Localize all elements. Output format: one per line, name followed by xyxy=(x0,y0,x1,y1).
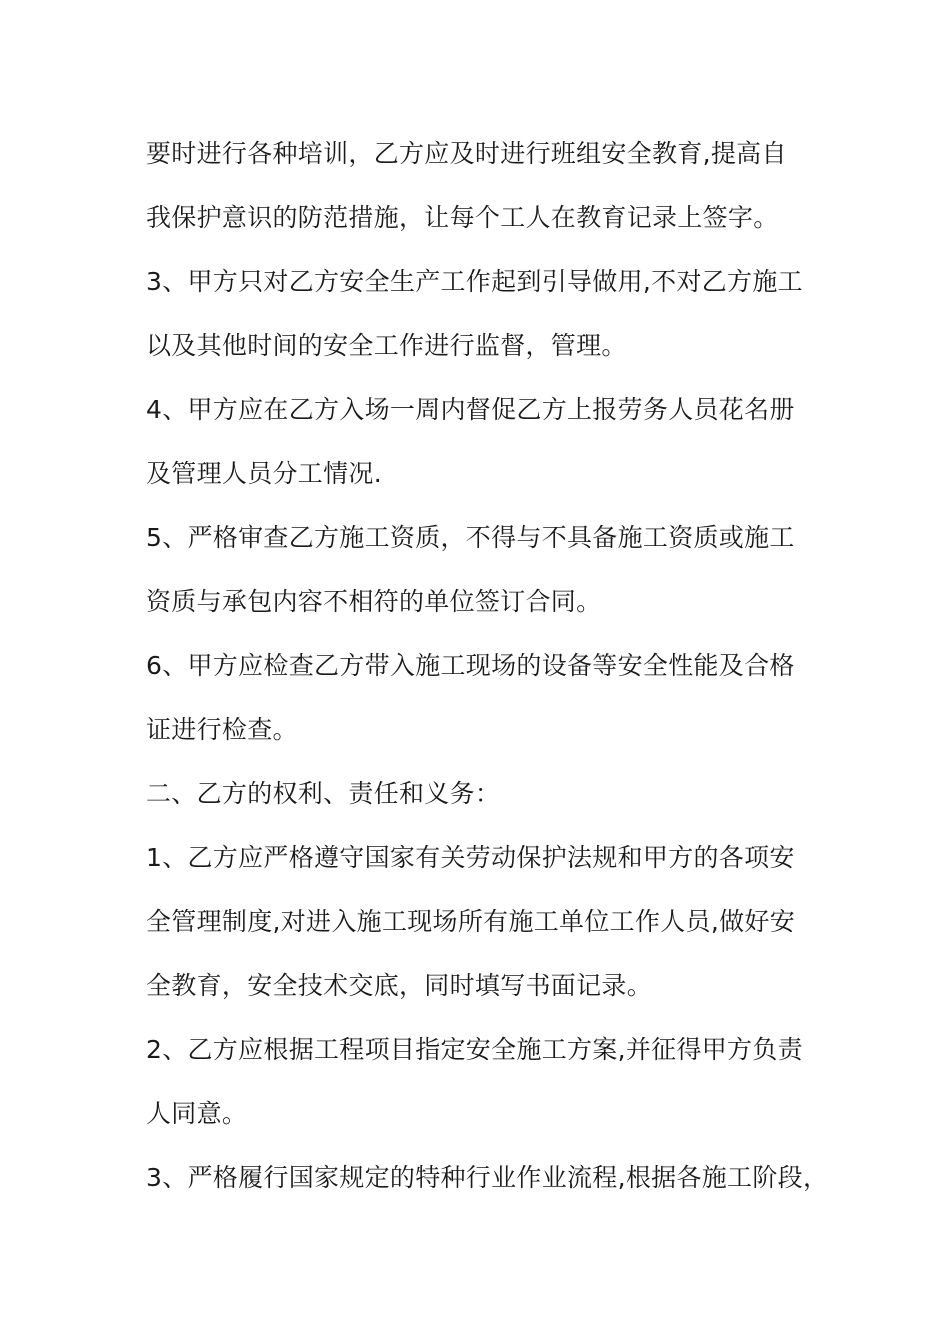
text-line: 资质与承包内容不相符的单位签订合同。 xyxy=(146,587,602,616)
text-line: 人同意。 xyxy=(146,1099,248,1128)
text-line: 3、严格履行国家规定的特种行业作业流程,根据各施工阶段， xyxy=(146,1163,829,1192)
text-line: 5、严格审查乙方施工资质，不得与不具备施工资质或施工 xyxy=(146,523,795,552)
text-line: 全教育，安全技术交底，同时填写书面记录。 xyxy=(146,971,653,1000)
text-line: 4、甲方应在乙方入场一周内督促乙方上报劳务人员花名册 xyxy=(146,395,795,424)
text-line: 1、乙方应严格遵守国家有关劳动保护法规和甲方的各项安 xyxy=(146,843,795,872)
text-line: 要时进行各种培训，乙方应及时进行班组安全教育,提高自 xyxy=(146,139,787,168)
text-line: 3、甲方只对乙方安全生产工作起到引导做用,不对乙方施工 xyxy=(146,267,803,296)
document-body xyxy=(146,122,829,1210)
text-line: 全管理制度,对进入施工现场所有施工单位工作人员,做好安 xyxy=(146,907,795,936)
section-heading: 二、乙方的权利、责任和义务： xyxy=(146,779,501,808)
text-line: 我保护意识的防范措施，让每个工人在教育记录上签字。 xyxy=(146,203,779,232)
text-line: 2、乙方应根据工程项目指定安全施工方案,并征得甲方负责 xyxy=(146,1035,803,1064)
text-line: 6、甲方应检查乙方带入施工现场的设备等安全性能及合格 xyxy=(146,651,795,680)
text-line: 证进行检查。 xyxy=(146,715,298,744)
text-line: 及管理人员分工情况. xyxy=(146,459,382,488)
text-line: 以及其他时间的安全工作进行监督，管理。 xyxy=(146,331,627,360)
